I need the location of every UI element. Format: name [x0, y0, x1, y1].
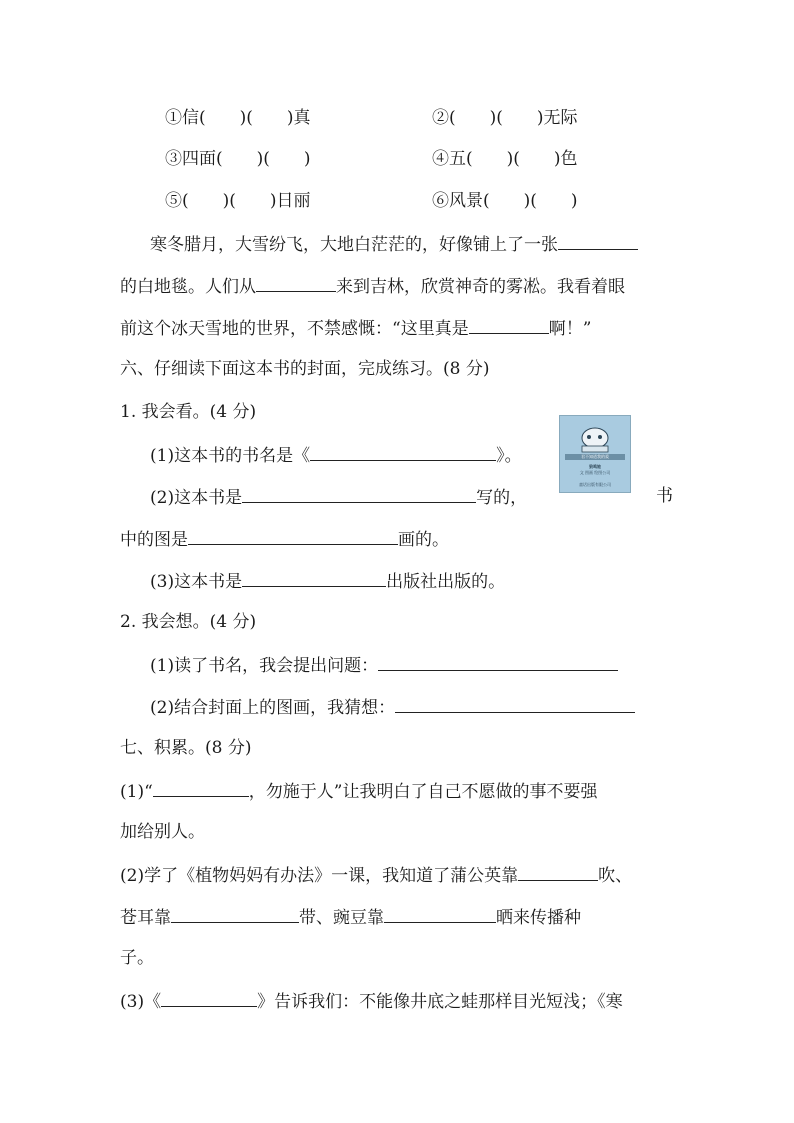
question-text: 写的，	[476, 488, 528, 508]
question-text: 苍耳靠	[120, 908, 171, 928]
section-6-title: 六、仔细读下面这本书的封面，完成练习。(8 分)	[120, 359, 490, 379]
question-text: (1)这本书的书名是《	[150, 446, 311, 466]
question-blank[interactable]	[378, 652, 618, 671]
question-2-1	[150, 652, 618, 678]
illustrator-blank[interactable]	[188, 526, 398, 545]
idiom-6: ⑥风景( )( )	[432, 191, 578, 211]
guess-blank[interactable]	[395, 694, 635, 713]
question-text: 吹、	[598, 866, 633, 886]
section-7-q1-cont: 加给别人。	[120, 822, 205, 842]
passage-text: 来到吉林，欣赏神奇的雾凇。我看着眼	[336, 277, 625, 297]
question-text: (3)这本书是	[150, 572, 243, 592]
question-1-2-cont	[120, 526, 449, 552]
passage-text: 的白地毯。人们从	[120, 277, 256, 297]
cover-illustration-icon	[560, 418, 630, 458]
question-text: (2)这本书是	[150, 488, 243, 508]
question-text: (1)“	[120, 782, 153, 802]
section-7-q3	[120, 988, 623, 1014]
cover-publisher: 童话出版有限公司	[579, 482, 611, 487]
idiom-1: ①信( )( )真	[165, 108, 311, 128]
section-7-title: 七、积累。(8 分)	[120, 738, 252, 758]
blank[interactable]	[558, 231, 638, 250]
question-text: 晒来传播种	[496, 908, 581, 928]
cover-author: 狼鸣她	[589, 464, 601, 469]
question-text: 画的。	[398, 530, 449, 550]
section-7-q2	[120, 862, 632, 888]
question-text: 》告诉我们：不能像井底之蛙那样目光短浅；《寒	[257, 992, 623, 1012]
pea-blank[interactable]	[384, 904, 496, 923]
question-text: (2)学了《植物妈妈有办法》一课，我知道了蒲公英靠	[120, 866, 519, 886]
section-7-q1	[120, 778, 597, 804]
question-2-title: 2. 我会想。(4 分)	[120, 612, 257, 632]
question-1-1	[150, 442, 522, 468]
question-1-title: 1. 我会看。(4 分)	[120, 402, 257, 422]
question-text: 出版社出版的。	[386, 572, 506, 592]
book-title-blank[interactable]	[310, 442, 496, 461]
blank[interactable]	[469, 315, 549, 334]
question-text: ，勿施于人”让我明白了自己不愿做的事不要强	[248, 782, 598, 802]
question-text: 》。	[496, 446, 522, 466]
question-2-2	[150, 694, 635, 720]
author-blank[interactable]	[242, 484, 476, 503]
lesson-title-blank[interactable]	[161, 988, 257, 1007]
question-text: 带、豌豆靠	[299, 908, 384, 928]
passage-text: 寒冬腊月，大雪纷飞，大地白茫茫的，好像铺上了一张	[150, 235, 558, 255]
question-text: 中的图是	[120, 530, 188, 550]
question-1-2-wrap: 书	[656, 486, 673, 506]
passage-line-2	[120, 273, 625, 299]
idiom-5: ⑤( )( )日丽	[165, 191, 311, 211]
question-text: (3)《	[120, 992, 162, 1012]
proverb-blank[interactable]	[153, 778, 249, 797]
cover-title: 君不知道我的爱	[581, 454, 609, 459]
blank[interactable]	[256, 273, 336, 292]
passage-line-1	[150, 231, 638, 257]
cocklebur-blank[interactable]	[171, 904, 299, 923]
section-7-q2-cont	[120, 904, 581, 930]
passage-line-3	[120, 315, 591, 341]
idiom-3: ③四面( )( )	[165, 149, 311, 169]
passage-text: 啊！”	[548, 319, 592, 339]
question-1-2	[150, 484, 527, 510]
question-text: (2)结合封面上的图画，我猜想：	[150, 698, 396, 718]
publisher-blank[interactable]	[242, 568, 386, 587]
cover-credits: 文 图画 绘图公司	[579, 470, 611, 475]
question-1-3	[150, 568, 505, 594]
section-7-q2-end: 子。	[120, 948, 154, 968]
idiom-2: ②( )( )无际	[432, 108, 578, 128]
question-text: (1)读了书名，我会提出问题：	[150, 656, 379, 676]
dandelion-blank[interactable]	[518, 862, 598, 881]
passage-text: 前这个冰天雪地的世界，不禁感慨：“这里真是	[120, 319, 469, 339]
book-cover-image	[559, 415, 631, 493]
idiom-4: ④五( )( )色	[432, 149, 578, 169]
